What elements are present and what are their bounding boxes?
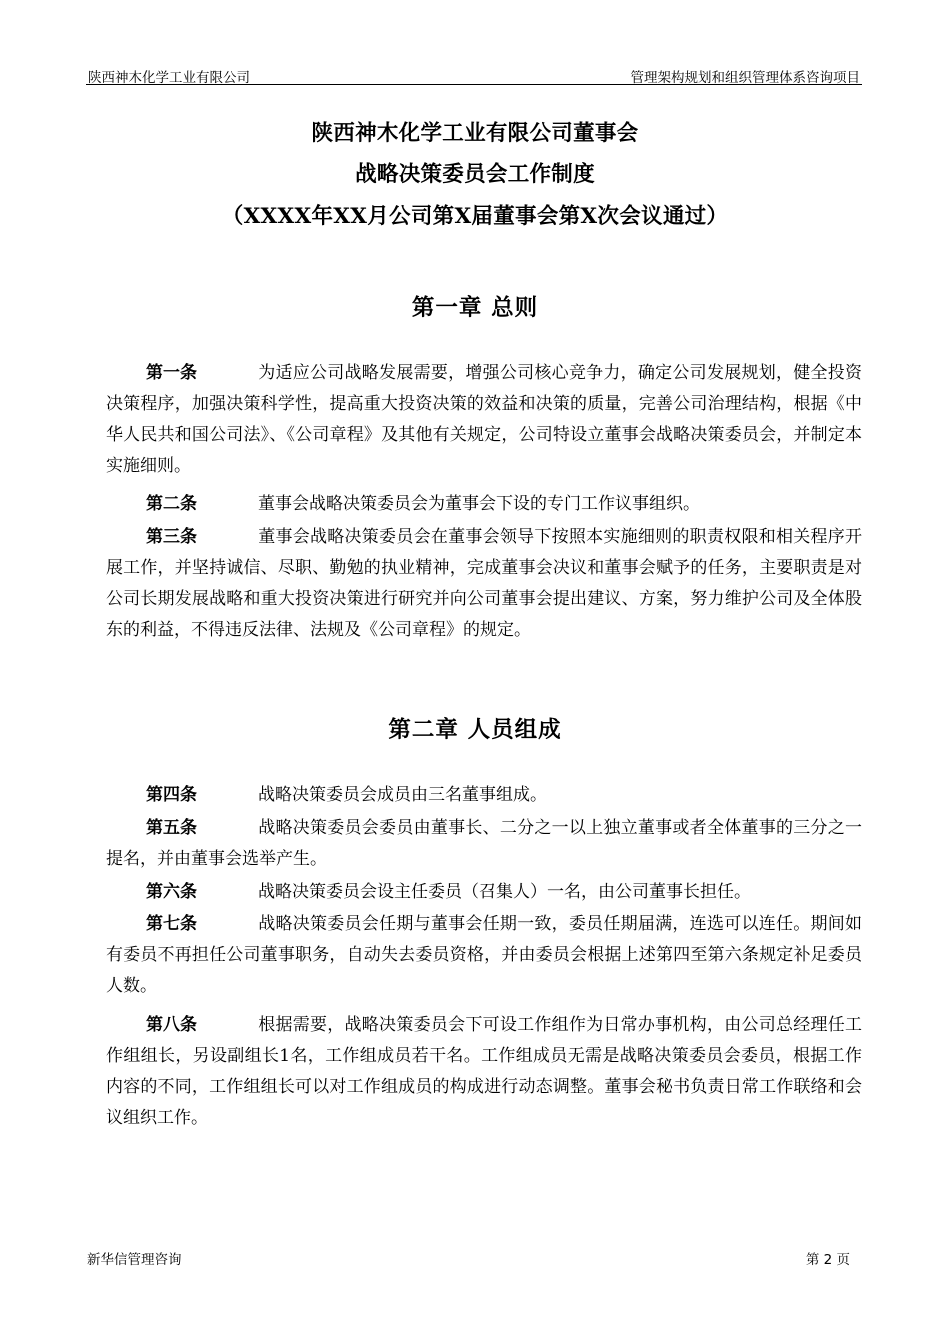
article-number: 第三条: [146, 527, 197, 547]
article-5: [106, 813, 862, 875]
article-7: [106, 909, 862, 1002]
article-text: 战略决策委员会成员由三名董事组成。: [258, 785, 547, 805]
article-3: [106, 522, 862, 646]
article-text: 战略决策委员会设主任委员（召集人）一名，由公司董事长担任。: [258, 882, 751, 902]
article-text: 董事会战略决策委员会在董事会领导下按照本实施细则的职责权限和相关程序开展工作，并坚持诚信、尽职、勤勉的执业精神，完成董事会决议和董事会赋予的任务，主要职责是对公司长期发展战略和重大投资决策进行研究并向公司董事会提出建议、方案，努力维护公司及全体股东的利益，不得违反法律、法规及《公司章程》的规定。: [106, 527, 862, 640]
article-number: 第二条: [146, 494, 197, 514]
article-number: 第五条: [146, 818, 197, 838]
article-number: 第八条: [146, 1015, 197, 1035]
footer-company: 新华信管理咨询: [87, 1252, 182, 1268]
article-number: 第四条: [146, 785, 197, 805]
page-number: 第 2 页: [805, 1252, 850, 1268]
article-text: 为适应公司战略发展需要，增强公司核心竞争力，确定公司发展规划，健全投资决策程序，加强决策科学性，提高重大投资决策的效益和决策的质量，完善公司治理结构，根据《中华人民共和国公司法》、《公司章程》及其他有关规定，公司特设立董事会战略决策委员会，并制定本实施细则。: [106, 363, 862, 476]
doc-title-line3: （XXXX年XX月公司第X届董事会第X次会议通过）: [221, 204, 729, 229]
article-number: 第六条: [146, 882, 197, 902]
article-text: 战略决策委员会任期与董事会任期一致，委员任期届满，连选可以连任。期间如有委员不再担任公司董事职务，自动失去委员资格，并由委员会根据上述第四至第六条规定补足委员人数。: [106, 914, 862, 996]
article-number: 第七条: [146, 914, 197, 934]
article-text: 董事会战略决策委员会为董事会下设的专门工作议事组织。: [258, 494, 700, 514]
doc-title-line2: 战略决策委员会工作制度: [355, 162, 595, 187]
article-text: 战略决策委员会委员由董事长、二分之一以上独立董事或者全体董事的三分之一提名，并由董事会选举产生。: [106, 818, 862, 869]
chapter-1-heading: 第一章 总则: [411, 295, 539, 321]
doc-title-line1: 陕西神木化学工业有限公司董事会: [311, 121, 639, 146]
header-project: 管理架构规划和组织管理体系咨询项目: [630, 70, 860, 86]
article-8: [106, 1010, 862, 1134]
article-1: [106, 358, 862, 482]
article-2: [106, 489, 862, 520]
article-6: [106, 877, 862, 908]
article-number: 第一条: [146, 363, 197, 383]
chapter-2-heading: 第二章 人员组成: [388, 717, 562, 743]
article-text: 根据需要，战略决策委员会下可设工作组作为日常办事机构，由公司总经理任工作组组长，另设副组长1名，工作组成员若干名。工作组成员无需是战略决策委员会委员，根据工作内容的不同，工作组组长可以对工作组成员的构成进行动态调整。董事会秘书负责日常工作联络和会议组织工作。: [106, 1015, 862, 1128]
page-header: [86, 62, 862, 85]
article-4: [106, 780, 862, 811]
header-company: 陕西神木化学工业有限公司: [88, 70, 250, 86]
